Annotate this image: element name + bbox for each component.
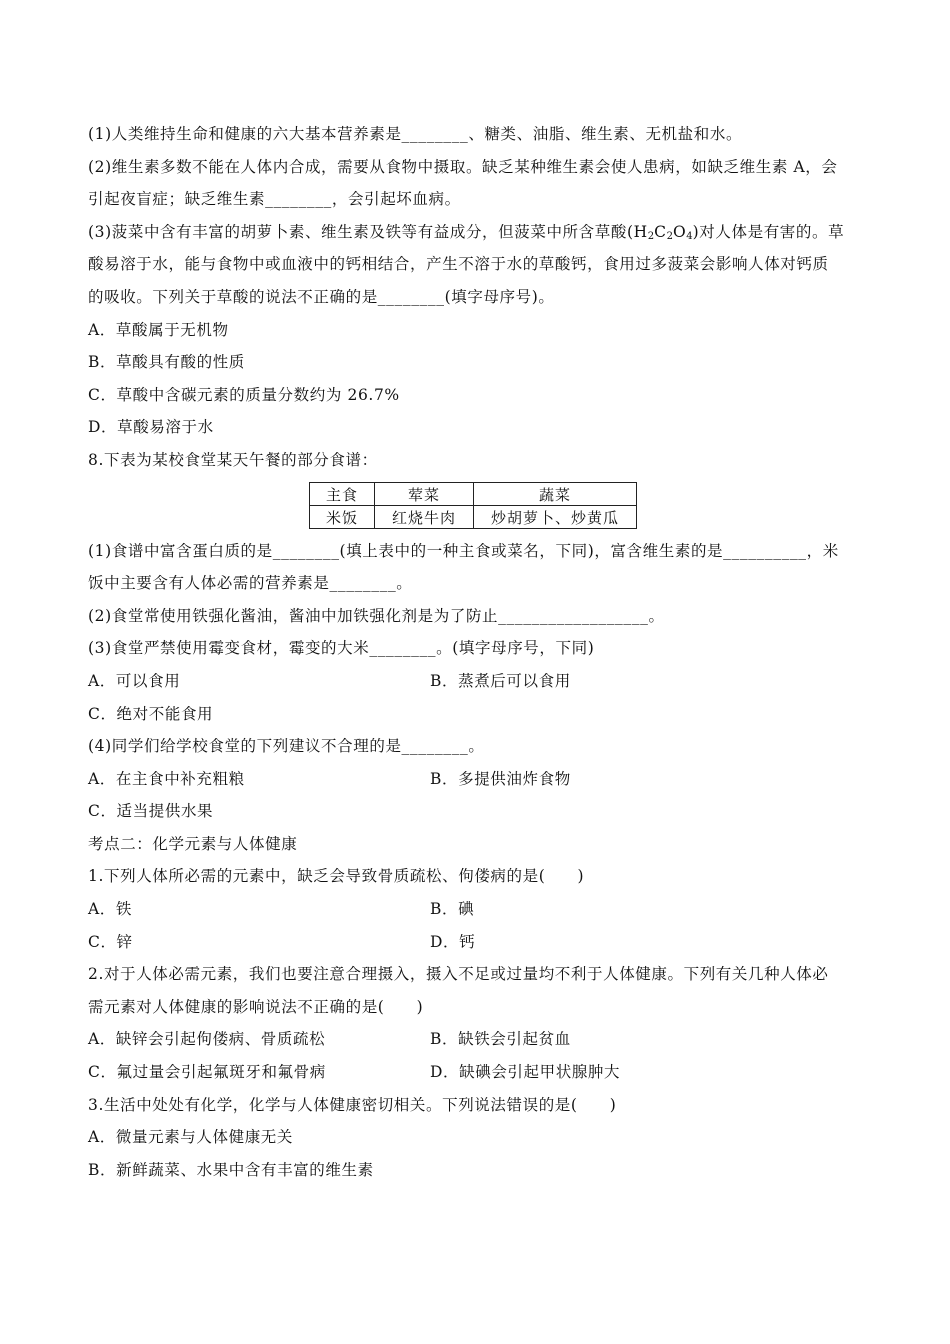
menu-cell-meat: 红烧牛肉 [375, 506, 474, 529]
q7-part3-line3: 的吸收。下列关于草酸的说法不正确的是________(填字母序号)。 [88, 287, 555, 306]
s2-q1-option-d: D．钙 [430, 932, 476, 951]
q8-part3-option-b: B．蒸煮后可以食用 [430, 671, 571, 690]
s2-q3-option-b: B．新鲜蔬菜、水果中含有丰富的维生素 [88, 1160, 374, 1179]
q7-option-c: C．草酸中含碳元素的质量分数约为 26.7% [88, 385, 400, 404]
menu-table [309, 482, 637, 529]
menu-cell-vegetable: 炒胡萝卜、炒黄瓜 [474, 506, 637, 529]
s2-q2-stem-line2: 需元素对人体健康的影响说法不正确的是( ) [88, 997, 424, 1016]
s2-q2-stem-line1: 2.对于人体必需元素，我们也要注意合理摄入，摄入不足或过量均不利于人体健康。下列有关几种人体必 [88, 965, 829, 984]
q8-part4-options-row1 [88, 763, 878, 796]
s2-q1-option-b: B．碘 [430, 900, 475, 919]
s2-q3-option-a: A．微量元素与人体健康无关 [88, 1128, 293, 1147]
section-title: 考点二：化学元素与人体健康 [88, 834, 298, 853]
formula-c: C [654, 222, 667, 241]
menu-cell-staple: 米饭 [310, 506, 375, 529]
s2-q2-option-c: C．氟过量会引起氟斑牙和氟骨病 [88, 1063, 326, 1082]
s2-q2-option-b: B．缺铁会引起贫血 [430, 1030, 571, 1049]
formula-sub-h: 2 [647, 230, 655, 242]
q7-part3-line1 [88, 216, 878, 249]
menu-table-row [310, 506, 637, 529]
q7-part3-text-pre: (3)菠菜中含有丰富的胡萝卜素、维生素及铁等有益成分，但菠菜中所含草酸(H [88, 222, 648, 241]
formula-sub-c: 2 [666, 230, 673, 242]
q7-option-a: A．草酸属于无机物 [88, 320, 229, 339]
s2-q1-options-row2 [88, 926, 878, 959]
q8-part4-option-b: B．多提供油炸食物 [430, 769, 571, 788]
s2-q2-option-a: A．缺锌会引起佝偻病、骨质疏松 [88, 1030, 326, 1049]
s2-q3-stem: 3.生活中处处有化学，化学与人体健康密切相关。下列说法错误的是( ) [88, 1095, 617, 1114]
q7-part3-text-post: )对人体是有害的。草 [692, 222, 845, 241]
menu-header-staple: 主食 [310, 483, 375, 506]
q7-option-d: D．草酸易溶于水 [88, 418, 214, 437]
s2-q2-option-d: D．缺碘会引起甲状腺肿大 [430, 1063, 621, 1082]
q8-part3: (3)食堂严禁使用霉变食材，霉变的大米________。(填字母序号，下同) [88, 639, 595, 658]
q8-part2: (2)食堂常使用铁强化酱油，酱油中加铁强化剂是为了防止__________________。 [88, 606, 665, 625]
menu-header-vegetable: 蔬菜 [474, 483, 637, 506]
formula-o: O [672, 222, 687, 241]
document-page [88, 118, 878, 1186]
q7-part1: (1)人类维持生命和健康的六大基本营养素是________、糖类、油脂、维生素、无机盐和水。 [88, 125, 743, 143]
q8-part1-line1: (1)食谱中富含蛋白质的是________(填上表中的一种主食或菜名，下同)，富含维生素的是__________，米 [88, 541, 839, 560]
s2-q1-option-a: A．铁 [88, 900, 132, 919]
q7-part2-line2: 引起夜盲症；缺乏维生素________，会引起坏血病。 [88, 190, 461, 209]
s2-q1-stem: 1.下列人体所必需的元素中，缺乏会导致骨质疏松、佝偻病的是( ) [88, 867, 585, 886]
q7-part2-line1: (2)维生素多数不能在人体内合成，需要从食物中摄取。缺乏某种维生素会使人患病，如缺乏维生素 A，会 [88, 157, 838, 176]
menu-header-meat: 荤菜 [375, 483, 474, 506]
q7-option-b: B．草酸具有酸的性质 [88, 353, 245, 372]
menu-table-wrap [88, 477, 878, 535]
q8-part3-options-row1 [88, 665, 878, 698]
q8-stem: 8.下表为某校食堂某天午餐的部分食谱： [88, 450, 378, 469]
q7-part3-line2: 酸易溶于水，能与食物中或血液中的钙相结合，产生不溶于水的草酸钙，食用过多菠菜会影响人体对钙质 [88, 255, 829, 274]
q8-part3-option-a: A．可以食用 [88, 671, 181, 690]
s2-q1-options-row1 [88, 893, 878, 926]
s2-q1-option-c: C．锌 [88, 932, 133, 951]
s2-q2-options-row1 [88, 1023, 878, 1056]
formula-sub-o: 4 [686, 230, 693, 242]
q8-part4: (4)同学们给学校食堂的下列建议不合理的是________。 [88, 737, 485, 756]
menu-table-header-row [310, 483, 637, 506]
q8-part3-option-c: C．绝对不能食用 [88, 704, 214, 723]
q8-part4-option-c: C．适当提供水果 [88, 802, 214, 821]
q8-part1-line2: 饭中主要含有人体必需的营养素是________。 [88, 574, 413, 593]
s2-q2-options-row2 [88, 1056, 878, 1089]
q8-part4-option-a: A．在主食中补充粗粮 [88, 769, 245, 788]
